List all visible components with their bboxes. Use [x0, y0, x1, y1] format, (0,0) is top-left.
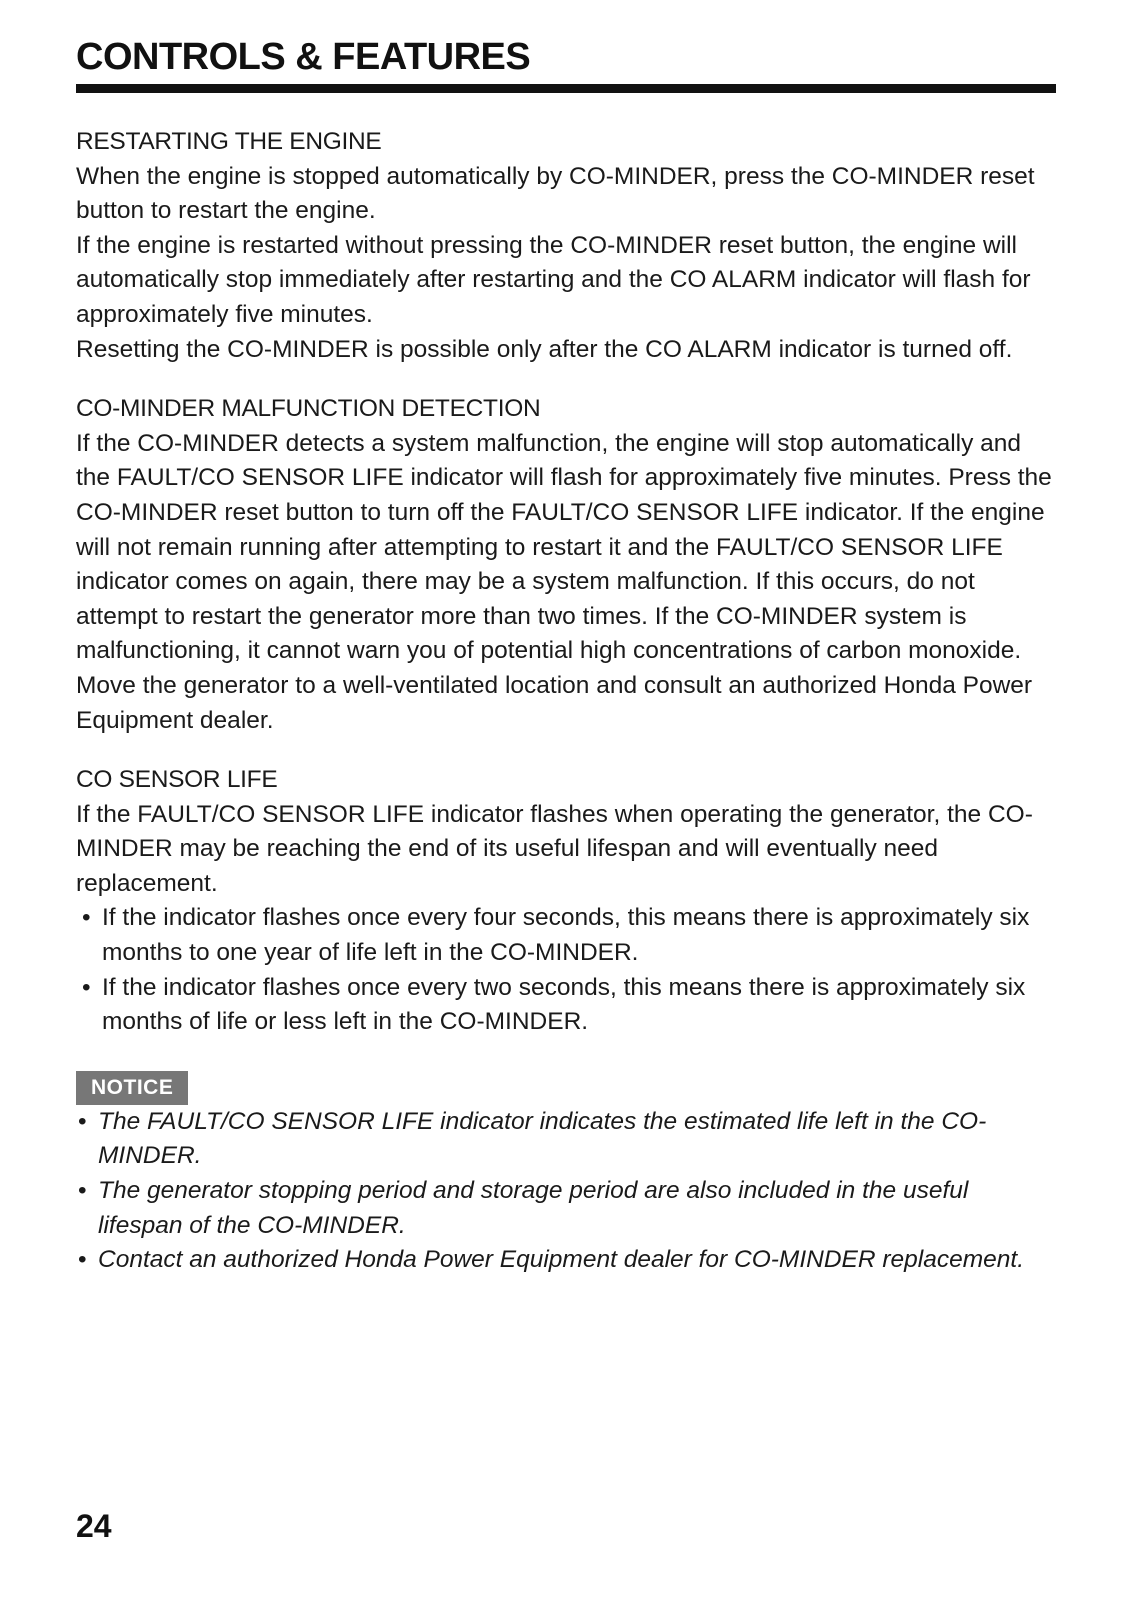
page-content [76, 125, 1056, 1278]
section-title: RESTARTING THE ENGINE [76, 128, 382, 155]
notice-bullet-text: Contact an authorized Honda Power Equipment dealer for CO-MINDER replacement. [98, 1246, 1024, 1274]
bullet-icon: • [78, 1246, 87, 1274]
section-paragraph: If the CO-MINDER detects a system malfunction, the engine will stop automatically and the FAULT/CO SENSOR LIFE indicator will flash for approximately five minutes. Press the CO-MINDER reset button to turn off the FAULT/CO SENSOR LIFE indicator. If the engine will not remain running after attempting to restart it and the FAULT/CO SENSOR LIFE indicator comes on again, there may be a system malfunction. If this occurs, do not attempt to restart the generator more than two times. If the CO-MINDER system is malfunctioning, it cannot warn you of potential high concentrations of carbon monoxide. Move the generator to a well-ventilated location and consult an authorized Honda Power Equipment dealer. [76, 429, 1052, 734]
notice-bullet-list [76, 1105, 1056, 1278]
manual-page [76, 0, 1056, 1600]
page-number: 24 [76, 1508, 112, 1544]
bullet-list [76, 901, 1056, 1039]
notice-bullet-item [76, 1174, 1056, 1243]
bullet-text: If the indicator flashes once every four seconds, this means there is approximately six months to one year of life left in the CO-MINDER. [102, 904, 1030, 967]
notice-block [76, 1070, 1056, 1278]
bullet-icon: • [78, 1177, 87, 1205]
notice-bullet-item [76, 1243, 1056, 1278]
bullet-item [76, 901, 1056, 970]
notice-bullet-text: The FAULT/CO SENSOR LIFE indicator indicates the estimated life left in the CO-MINDER. [98, 1107, 987, 1170]
notice-bullet-text: The generator stopping period and storage period are also included in the useful lifespan of the CO-MINDER. [98, 1177, 969, 1239]
section-paragraph: Resetting the CO-MINDER is possible only after the CO ALARM indicator is turned off. [76, 335, 1013, 363]
section-title: CO SENSOR LIFE [76, 766, 278, 794]
section-malfunction-detection [76, 392, 1056, 738]
notice-badge: NOTICE [76, 1071, 188, 1105]
section-paragraph: When the engine is stopped automatically by CO-MINDER, press the CO-MINDER reset button to restart the engine. [76, 162, 1035, 225]
section-restarting-engine [76, 125, 1056, 367]
header-rule [76, 84, 1056, 93]
page-header-title: CONTROLS & FEATURES [76, 36, 531, 78]
section-co-sensor-life [76, 763, 1056, 1040]
bullet-icon: • [82, 904, 91, 932]
section-title: CO-MINDER MALFUNCTION DETECTION [76, 395, 541, 423]
notice-bullet-item [76, 1105, 1056, 1174]
bullet-text: If the indicator flashes once every two seconds, this means there is approximately six months of life or less left in the CO-MINDER. [102, 973, 1026, 1036]
bullet-item [76, 971, 1056, 1040]
section-paragraph: If the FAULT/CO SENSOR LIFE indicator flashes when operating the generator, the CO-MINDER may be reaching the end of its useful lifespan and will eventually need replacement. [76, 800, 1033, 897]
section-paragraph: If the engine is restarted without pressing the CO-MINDER reset button, the engine will automatically stop immediately after restarting and the CO ALARM indicator will flash for approximately five minutes. [76, 231, 1031, 328]
bullet-icon: • [78, 1107, 87, 1135]
bullet-icon: • [82, 973, 91, 1001]
